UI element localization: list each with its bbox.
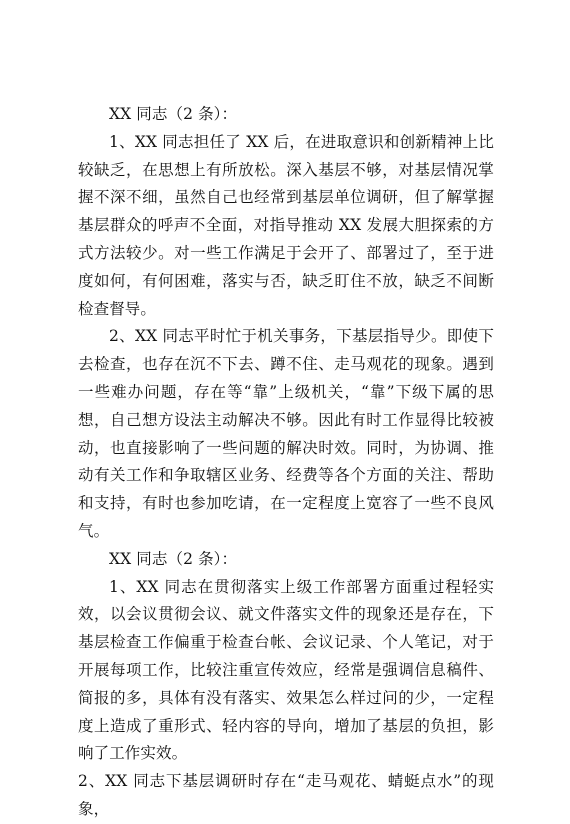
paragraph-3: 1、XX 同志在贯彻落实上级工作部署方面重过程轻实效，以会议贯彻会议、就文件落实文件的现象还是存在，下基层检查工作偏重于检查台帐、会议记录、个人笔记，对于开展每项工作，比较注重宣传效应，经常是强调信息稿件、简报的多，具体有没有落实、效果怎么样过问的少，一定程度上造成了重形式、轻内容的导向，增加了基层的负担，影响了工作实效。 (78, 577, 494, 763)
paragraph-2: 2、XX 同志平时忙于机关事务，下基层指导少。即使下去检查，也存在沉不下去、蹲不住、走马观花的现象。遇到一些难办问题，存在等“靠”上级机关，“靠”下级下属的思想，自己想方设法主动解决不够。因此有时工作显得比较被动，也直接影响了一些问题的解决时效。同时，为协调、推动有关工作和争取辖区业务、经费等各个方面的关注、帮助和支持，有时也参加吃请，在一定程度上宽容了一些不良风气。 (78, 327, 494, 540)
paragraph-4: 2、XX 同志下基层调研时存在“走马观花、蜻蜓点水”的现象， (78, 772, 494, 818)
section-heading-1: XX 同志（2 条）： (109, 105, 238, 123)
paragraph-1: 1、XX 同志担任了 XX 后，在进取意识和创新精神上比较缺乏，在思想上有所放松。深入基层不够，对基层情况掌握不深不细，虽然自己也经常到基层单位调研，但了解掌握基层群众的呼声不全面，对指导推动 XX 发展大胆探索的方式方法较少。对一些工作满足于会开了、部署过了，至于进度如何，有何困难，落实与否，缺乏盯住不放，缺乏不间断检查督导。 (78, 132, 494, 318)
document-body (78, 101, 494, 824)
section-heading-2: XX 同志（2 条）： (109, 549, 238, 568)
